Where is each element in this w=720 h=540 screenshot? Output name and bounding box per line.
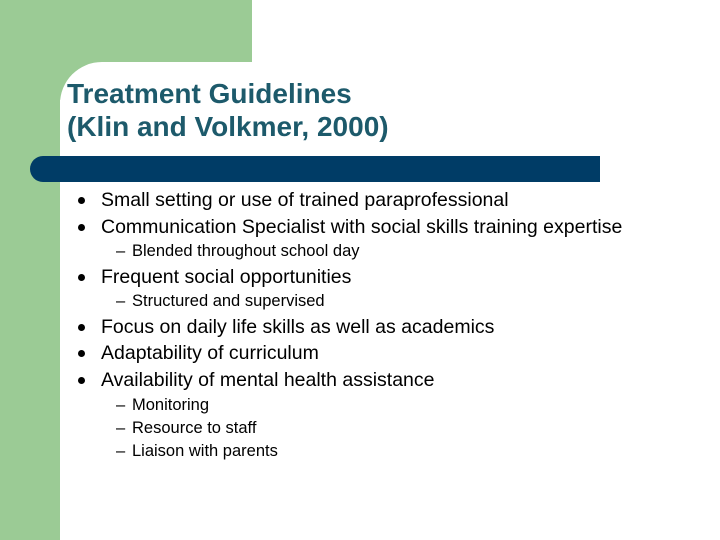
bullet-dot-icon bbox=[78, 377, 85, 384]
slide-title-line-2: (Klin and Volkmer, 2000) bbox=[67, 111, 389, 142]
sub-bullet-text: Blended throughout school day bbox=[132, 242, 360, 260]
sub-bullet-dash-icon: – bbox=[116, 242, 126, 260]
bullet-text: Communication Specialist with social skills training expertise bbox=[101, 216, 623, 238]
sub-bullet-dash-icon: – bbox=[116, 419, 126, 437]
bullet-dot-icon bbox=[78, 324, 85, 331]
bullet-text: Adaptability of curriculum bbox=[101, 342, 319, 364]
sub-bullet-text: Liaison with parents bbox=[132, 442, 278, 460]
title-divider-bar bbox=[30, 156, 600, 182]
bullet-dot-icon bbox=[78, 224, 85, 231]
bullet-dot-icon bbox=[78, 274, 85, 281]
sub-bullet-text: Structured and supervised bbox=[132, 292, 325, 310]
sub-bullet-text: Resource to staff bbox=[132, 419, 257, 437]
sub-bullet-dash-icon: – bbox=[116, 396, 126, 414]
bullet-text: Frequent social opportunities bbox=[101, 266, 352, 288]
bullet-dot-icon bbox=[78, 350, 85, 357]
sub-bullet-dash-icon: – bbox=[116, 292, 126, 310]
bullet-dot-icon bbox=[78, 197, 85, 204]
slide-title bbox=[67, 77, 389, 143]
slide-title-line-1: Treatment Guidelines bbox=[67, 78, 352, 109]
sub-bullet-text: Monitoring bbox=[132, 396, 210, 414]
bullet-text: Focus on daily life skills as well as academics bbox=[101, 316, 495, 338]
sub-bullet-dash-icon: – bbox=[116, 442, 126, 460]
bullet-text: Small setting or use of trained paraprofessional bbox=[101, 189, 509, 211]
bullet-text: Availability of mental health assistance bbox=[101, 369, 435, 391]
